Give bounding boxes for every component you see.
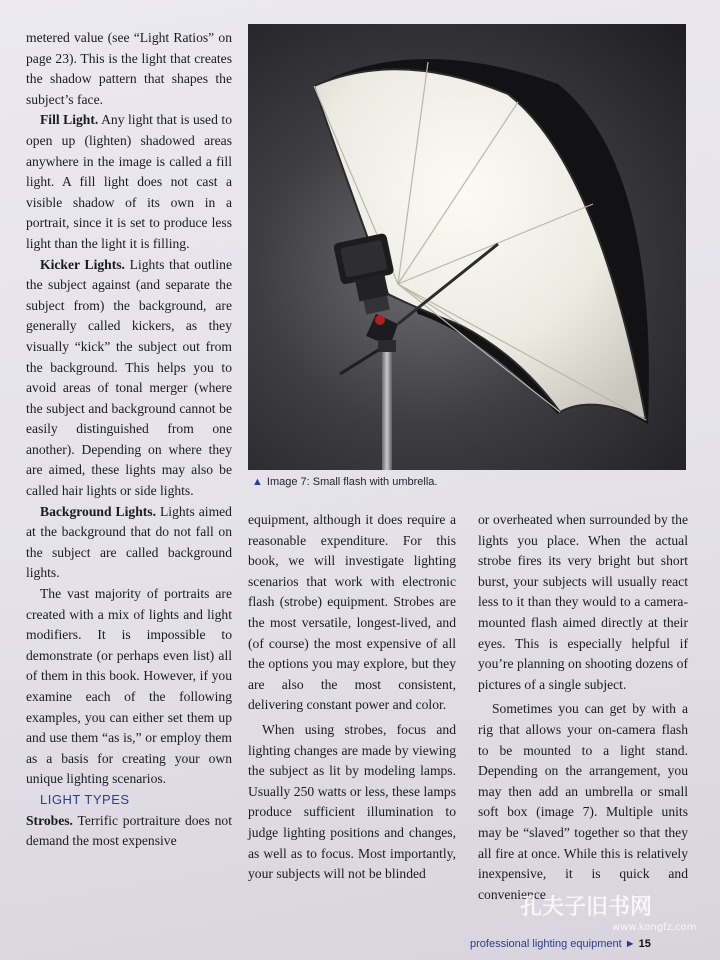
run-in-heading-fill: Fill Light. (40, 112, 99, 128)
paragraph-overheated: or overheated when surrounded by the lights you place. When the actual strobe fires its very bright but short burst, your subjects will usually react less to it than they would to a camera-mounted flash aimed directly at their eyes. This is especially helpful if you’re planning on shooting dozens of pictures of a single subject. (478, 512, 688, 692)
column-right (478, 510, 688, 905)
paragraph-text-strobes: Terrific portraiture does not demand the most expensive (26, 812, 232, 849)
running-title: professional lighting equipment ► (470, 938, 636, 950)
paragraph-text-fill: Any light that is used to open up (lighten) shadowed areas anywhere in the image is called a fill light. A fill light does not cast a visible shadow of its own in a portrait, since it is set to produce less light than the light it is filling. (26, 112, 232, 251)
run-in-heading-strobes: Strobes. (26, 812, 73, 828)
caption-text: Image 7: Small flash with umbrella. (266, 476, 438, 488)
umbrella-photo (248, 24, 686, 470)
paragraph-continued: metered value (see “Light Ratios” on page 23). This is the light that creates the shadow pattern that shapes the subject’s face. (26, 30, 232, 107)
page-number: 15 (638, 938, 651, 950)
paragraph-strobes (26, 811, 232, 852)
paragraph-equipment: equipment, although it does require a reasonable expenditure. For this book, we will investigate lighting scenarios that work with electronic flash (strobe) equipment. Strobes are the most versatile, longest-lived, and (of course) the most expensive of all the options you may explore, but they are also the most consistent, delivering constant power and color. (248, 512, 456, 713)
watermark-url: www.kongfz.com (612, 922, 697, 933)
paragraph-modeling-lamps: When using strobes, focus and lighting changes are made by viewing the subject as lit by modeling lamps. Usually 250 watts or less, these lamps produce sufficient illumination to judge lighting positions and changes, as well as to focus. Most importantly, your subjects will not be blinded (248, 721, 456, 882)
page-footer (470, 938, 710, 950)
paragraph-fill-light (26, 110, 232, 254)
paragraph-on-camera-flash: Sometimes you can get by with a rig that allows your on-camera flash to be mounted to a light stand. Depending on the arrangement, you may then add an umbrella or small soft box (image 7). Multiple units may be “slaved” together so that they all fire at once. While this is relatively inexpensive, it is quick and convenience (478, 701, 688, 902)
paragraph-text-background: Lights aimed at the background that do not fall on the subject are called background lights. (26, 503, 232, 581)
paragraph-background-lights (26, 502, 232, 584)
watermark-logo: 孔夫子旧书网 (520, 895, 653, 920)
run-in-heading-kicker: Kicker Lights. (40, 256, 125, 272)
column-middle (248, 510, 456, 885)
paragraph-text-kicker: Lights that outline the subject against (and separate the subject from) the background, are generally called kickers, as they visually “kick” the subject out from the background. This helps you to avoid areas of tonal merger (where the subject and background cannot be easily distinguished from one another). Depending on where they are aimed, these lights may also be called hair lights or side lights. (26, 256, 232, 499)
figure-caption (252, 476, 682, 488)
paragraph-kicker-lights (26, 255, 232, 502)
run-in-heading-background: Background Lights. (40, 503, 156, 519)
column-left (26, 28, 232, 852)
umbrella-illustration (248, 24, 686, 470)
section-heading-light-types: LIGHT TYPES (40, 791, 130, 807)
paragraph-vast-majority: The vast majority of portraits are created with a mix of lights and light modifiers. It is impossible to demonstrate (or perhaps even list) all of them in this book. However, if you examine each of the following examples, you can either set them up and use them “as is,” or employ them as a basis for creating your own unique lighting scenarios. (26, 586, 232, 787)
caption-triangle-icon: ▲ (252, 476, 263, 488)
